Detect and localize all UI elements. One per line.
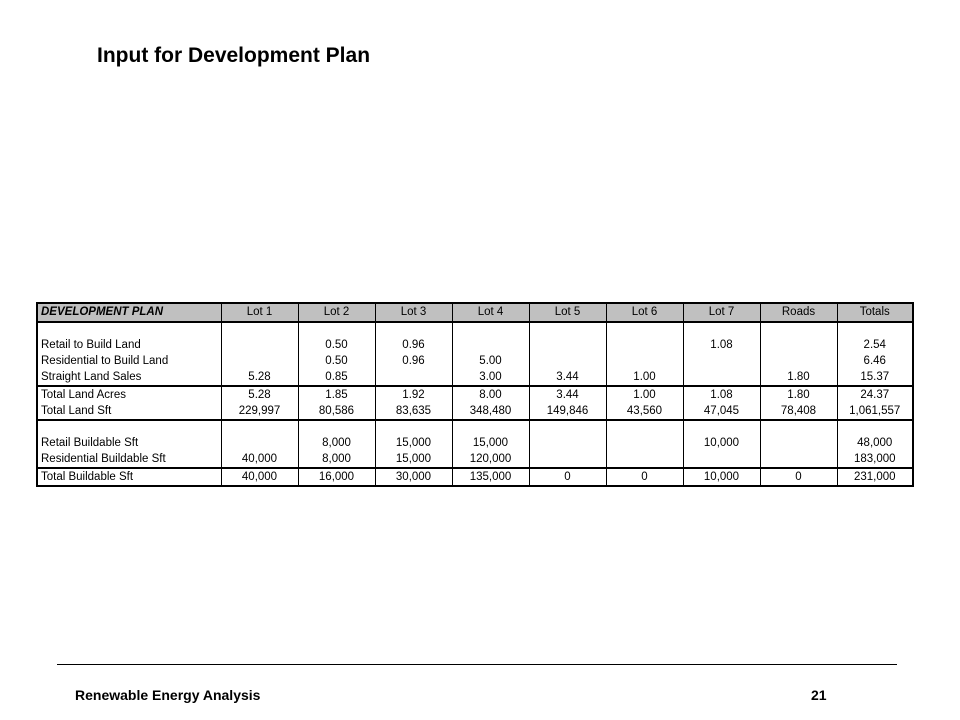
table-cell: 229,997 (221, 403, 298, 420)
table-cell: 3.44 (529, 386, 606, 403)
table-cell: 24.37 (837, 386, 913, 403)
table-cell: 1,061,557 (837, 403, 913, 420)
table-cell: 8.00 (452, 386, 529, 403)
table-cell: 0 (760, 468, 837, 486)
table-cell (221, 337, 298, 353)
table-cell: 0.96 (375, 337, 452, 353)
table-cell: 1.00 (606, 369, 683, 386)
table-cell (760, 451, 837, 468)
table-cell: 15,000 (375, 451, 452, 468)
table-header-row (37, 303, 913, 322)
table-cell (683, 451, 760, 468)
row-label: Total Land Sft (41, 404, 112, 417)
table-cell: 1.08 (683, 386, 760, 403)
row-label: Retail to Build Land (41, 338, 141, 351)
table-row (37, 353, 913, 369)
table-row (37, 451, 913, 468)
table-cell: 3.00 (452, 369, 529, 386)
column-header: Roads (760, 303, 837, 322)
table-cell: 348,480 (452, 403, 529, 420)
table-cell: 0 (606, 468, 683, 486)
table-cell: 183,000 (837, 451, 913, 468)
table-cell: 1.85 (298, 386, 375, 403)
table-cell: 43,560 (606, 403, 683, 420)
table-cell: 5.00 (452, 353, 529, 369)
table-cell (529, 337, 606, 353)
table-cell: 0.50 (298, 353, 375, 369)
table-cell: 16,000 (298, 468, 375, 486)
row-label: Total Land Acres (37, 386, 221, 403)
table-row (37, 369, 913, 386)
spacer-row (37, 420, 913, 435)
table-cell (375, 369, 452, 386)
table-cell: 0.85 (298, 369, 375, 386)
row-label: Residential Buildable Sft (41, 452, 166, 465)
table-cell: 83,635 (375, 403, 452, 420)
table-cell: 47,045 (683, 403, 760, 420)
column-header: Totals (837, 303, 913, 322)
table-cell (683, 353, 760, 369)
table-cell: 10,000 (683, 468, 760, 486)
development-plan-table (36, 302, 914, 487)
table-row (37, 337, 913, 353)
table-cell: 0.96 (375, 353, 452, 369)
table-cell (760, 435, 837, 451)
table-cell: 3.44 (529, 369, 606, 386)
column-header: Lot 5 (529, 303, 606, 322)
table-cell (452, 337, 529, 353)
table-cell: 135,000 (452, 468, 529, 486)
page-number: 21 (811, 687, 827, 703)
table-cell: 149,846 (529, 403, 606, 420)
table-cell (760, 337, 837, 353)
column-header: Lot 6 (606, 303, 683, 322)
table-cell: 2.54 (837, 337, 913, 353)
table-cell (606, 435, 683, 451)
table-cell (221, 353, 298, 369)
table-cell (529, 451, 606, 468)
table-row (37, 403, 913, 420)
table-cell (221, 435, 298, 451)
table-row (37, 435, 913, 451)
table-cell: 1.80 (760, 369, 837, 386)
table-cell: 6.46 (837, 353, 913, 369)
table-row (37, 468, 913, 486)
slide-title: Input for Development Plan (97, 44, 371, 67)
table-cell: 120,000 (452, 451, 529, 468)
table-cell: 30,000 (375, 468, 452, 486)
table-cell (760, 353, 837, 369)
table-cell: 1.08 (683, 337, 760, 353)
row-label: Straight Land Sales (41, 370, 142, 383)
column-header: Lot 4 (452, 303, 529, 322)
spacer-row (37, 322, 913, 337)
table-cell: 1.00 (606, 386, 683, 403)
table-cell (606, 337, 683, 353)
column-header: Lot 1 (221, 303, 298, 322)
column-header: Lot 7 (683, 303, 760, 322)
table-cell: 8,000 (298, 451, 375, 468)
table-cell: 78,408 (760, 403, 837, 420)
table-cell: 0 (529, 468, 606, 486)
table-cell (529, 435, 606, 451)
table-cell: 40,000 (221, 451, 298, 468)
column-header: DEVELOPMENT PLAN (37, 303, 221, 322)
table-cell: 48,000 (837, 435, 913, 451)
table-cell: 15.37 (837, 369, 913, 386)
column-header: Lot 3 (375, 303, 452, 322)
table-cell: 5.28 (221, 369, 298, 386)
table-cell: 15,000 (375, 435, 452, 451)
footer-title: Renewable Energy Analysis (75, 687, 261, 703)
table-row (37, 386, 913, 403)
footer-divider (57, 664, 897, 665)
column-header: Lot 2 (298, 303, 375, 322)
table-cell: 15,000 (452, 435, 529, 451)
table-cell (529, 353, 606, 369)
table-cell: 8,000 (298, 435, 375, 451)
table-cell: 40,000 (221, 468, 298, 486)
table-cell: 80,586 (298, 403, 375, 420)
row-label: Total Buildable Sft (37, 468, 221, 486)
table-cell: 1.80 (760, 386, 837, 403)
table-cell: 10,000 (683, 435, 760, 451)
table-cell: 0.50 (298, 337, 375, 353)
table-cell: 1.92 (375, 386, 452, 403)
row-label: Residential to Build Land (41, 354, 169, 367)
table-cell (606, 353, 683, 369)
table-cell: 231,000 (837, 468, 913, 486)
row-label: Retail Buildable Sft (41, 436, 139, 449)
table-cell: 5.28 (221, 386, 298, 403)
table-cell (606, 451, 683, 468)
table-cell (683, 369, 760, 386)
